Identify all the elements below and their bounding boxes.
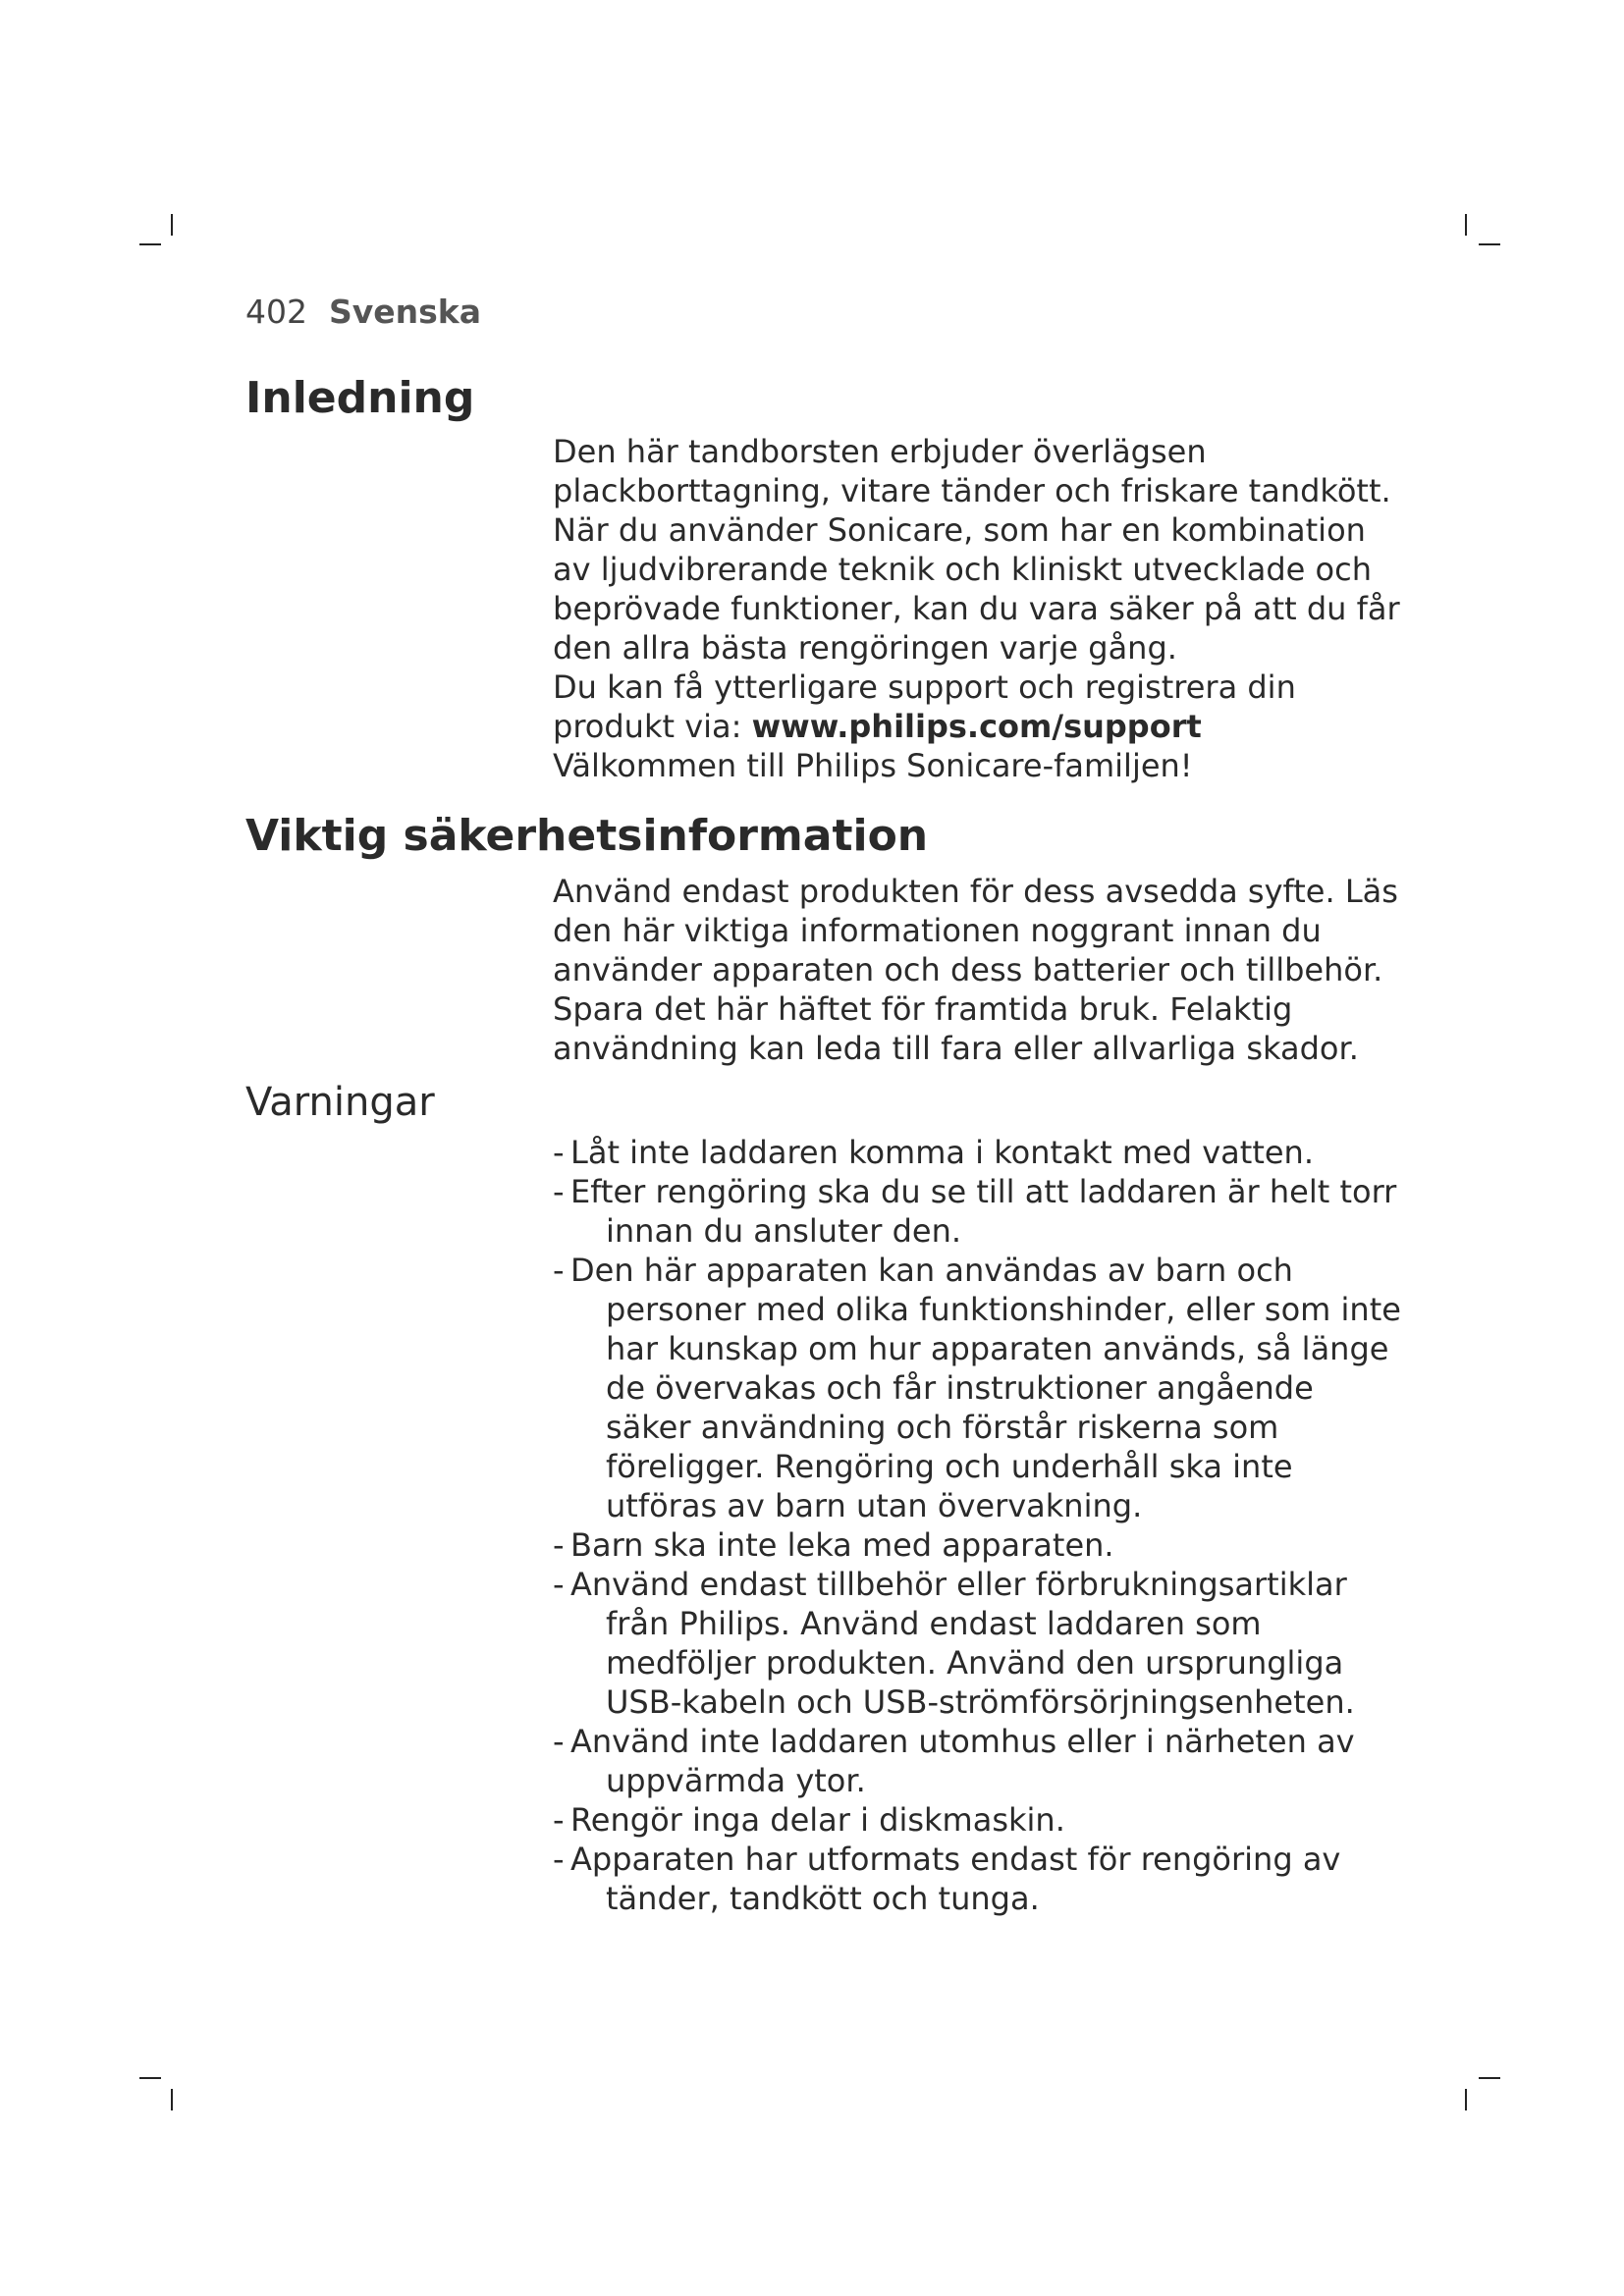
intro-body bbox=[553, 432, 1407, 785]
warning-item bbox=[553, 1525, 1407, 1565]
warning-item bbox=[553, 1251, 1407, 1525]
warning-text: Använd endast tillbehör eller förbrukningsartiklar från Philips. Använd endast laddaren som medföljer produkten. Använd den ursprungliga USB-kabeln och USB-strömförsörjningsenheten. bbox=[570, 1566, 1355, 1721]
crop-mark-top-right-h bbox=[1479, 243, 1500, 245]
crop-mark-bottom-left-h bbox=[139, 2077, 161, 2079]
page-number: 402 bbox=[245, 293, 307, 331]
intro-paragraph: Den här tandborsten erbjuder överlägsen plackborttagning, vitare tänder och friskare tandkött. När du använder Sonicare, som har en kombination av ljudvibrerande teknik och kliniskt utvecklade och beprövade funktioner, kan du vara säker på att du får den allra bästa rengöringen varje gång. bbox=[553, 433, 1400, 667]
warning-text: Efter rengöring ska du se till att laddaren är helt torr innan du ansluter den. bbox=[570, 1173, 1397, 1250]
warning-text: Använd inte laddaren utomhus eller i närheten av uppvärmda ytor. bbox=[570, 1723, 1355, 1799]
bullet: - bbox=[553, 1801, 565, 1839]
bullet: - bbox=[553, 1134, 565, 1171]
warning-item bbox=[553, 1565, 1407, 1722]
welcome-line: Välkommen till Philips Sonicare-familjen! bbox=[553, 747, 1193, 784]
bullet: - bbox=[553, 1252, 565, 1289]
bullet: - bbox=[553, 1841, 565, 1878]
bullet: - bbox=[553, 1173, 565, 1210]
support-line bbox=[553, 667, 1407, 746]
warning-item bbox=[553, 1800, 1407, 1840]
support-link[interactable]: www.philips.com/support bbox=[751, 708, 1202, 745]
warning-item bbox=[553, 1172, 1407, 1251]
bullet: - bbox=[553, 1526, 565, 1564]
warnings-body bbox=[553, 1133, 1407, 1918]
crop-mark-bottom-right-v bbox=[1465, 2089, 1467, 2110]
language-label: Svenska bbox=[329, 293, 482, 331]
intro-heading: Inledning bbox=[245, 373, 475, 423]
safety-body bbox=[553, 872, 1407, 1068]
warning-item bbox=[553, 1840, 1407, 1918]
warning-item bbox=[553, 1722, 1407, 1800]
crop-mark-top-left-h bbox=[139, 243, 161, 245]
crop-mark-top-right-v bbox=[1465, 214, 1467, 236]
crop-mark-bottom-right-h bbox=[1479, 2077, 1500, 2079]
crop-mark-bottom-left-v bbox=[171, 2089, 173, 2110]
warning-text: Den här apparaten kan användas av barn och personer med olika funktionshinder, eller som inte har kunskap om hur apparaten används, så länge de övervakas och får instruktioner angående säker användning och förstår riskerna som föreligger. Rengöring och underhåll ska inte utföras av barn utan övervakning. bbox=[570, 1252, 1401, 1524]
warning-text: Låt inte laddaren komma i kontakt med vatten. bbox=[570, 1134, 1314, 1171]
warnings-heading: Varningar bbox=[245, 1080, 435, 1125]
warnings-list bbox=[553, 1133, 1407, 1918]
support-prefix: Du kan få ytterligare support och registrera din produkt via: bbox=[553, 668, 1296, 745]
warning-text: Rengör inga delar i diskmaskin. bbox=[570, 1801, 1065, 1839]
bullet: - bbox=[553, 1566, 565, 1603]
running-head bbox=[245, 293, 481, 331]
safety-paragraph: Använd endast produkten för dess avsedda syfte. Läs den här viktiga informationen noggrant innan du använder apparaten och dess batterier och tillbehör. Spara det här häftet för framtida bruk. Felaktig användning kan leda till fara eller allvarliga skador. bbox=[553, 873, 1398, 1067]
safety-heading: Viktig säkerhetsinformation bbox=[245, 811, 929, 861]
crop-mark-top-left-v bbox=[171, 214, 173, 236]
bullet: - bbox=[553, 1723, 565, 1760]
warning-item bbox=[553, 1133, 1407, 1172]
warning-text: Apparaten har utformats endast för rengöring av tänder, tandkött och tunga. bbox=[570, 1841, 1341, 1917]
warning-text: Barn ska inte leka med apparaten. bbox=[570, 1526, 1114, 1564]
